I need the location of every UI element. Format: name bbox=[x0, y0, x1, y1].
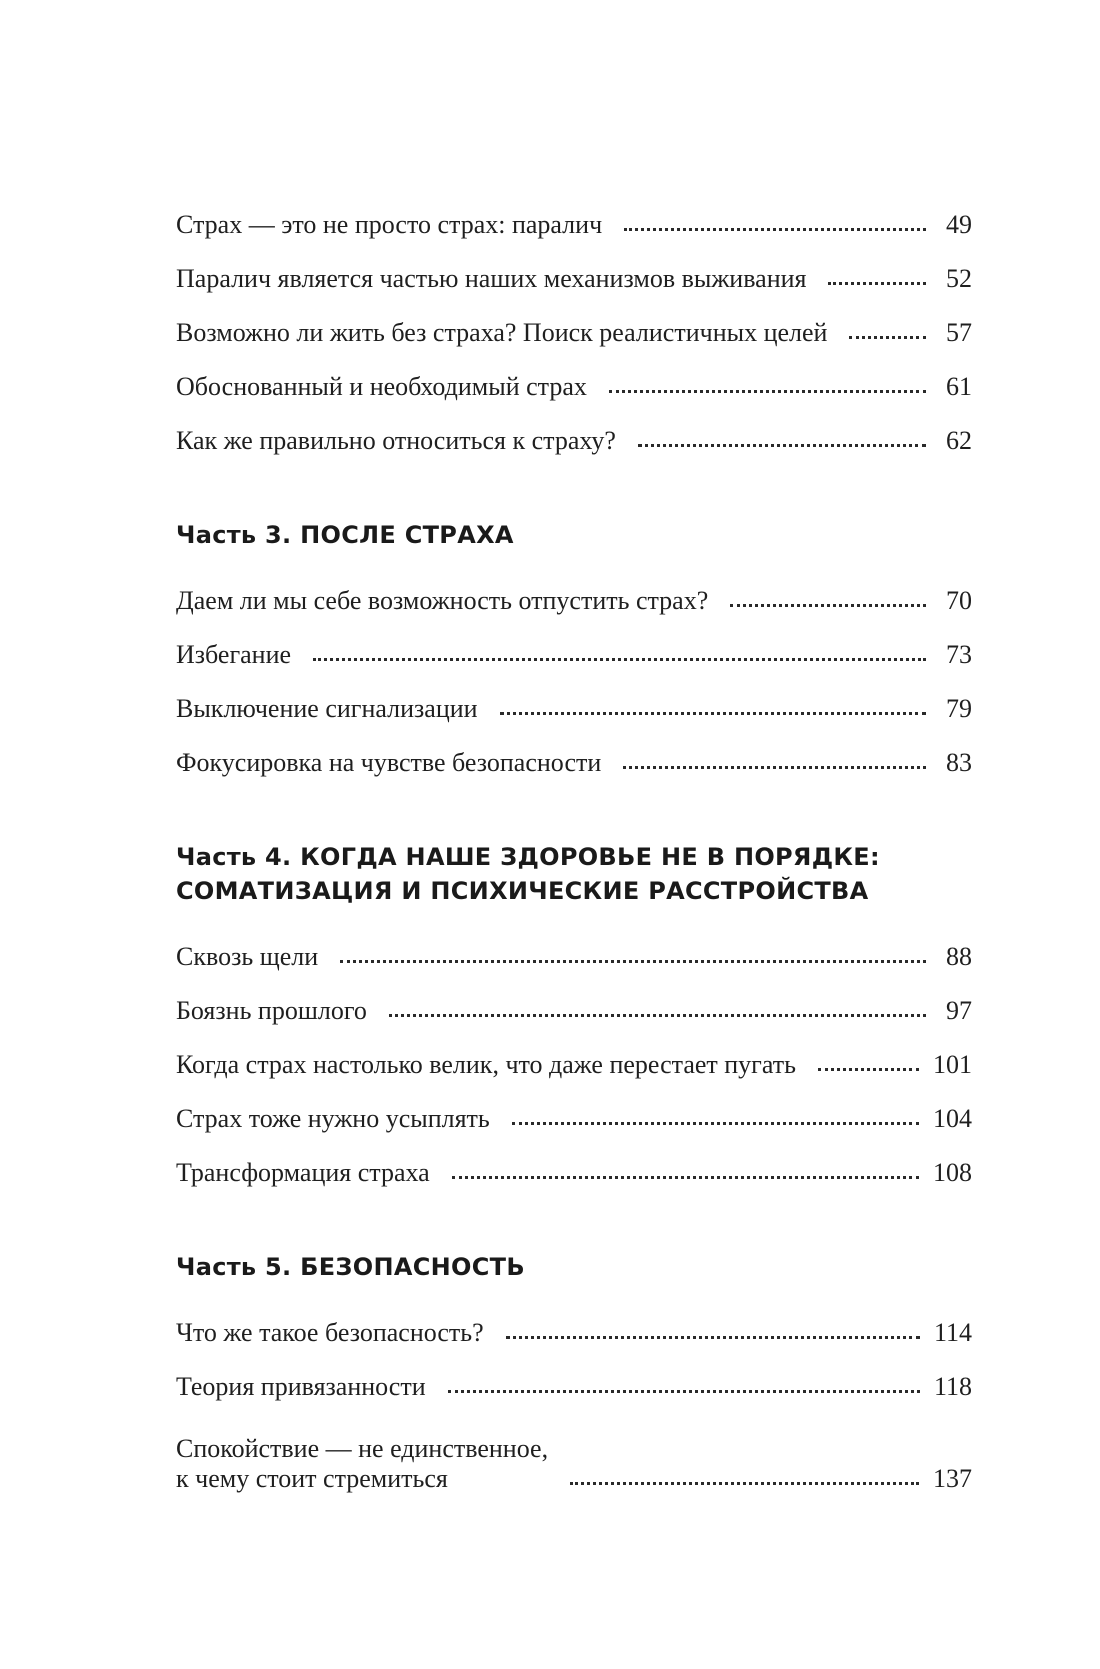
part-4-heading[interactable] bbox=[176, 840, 972, 908]
toc-entry-page: 61 bbox=[946, 372, 972, 401]
section-gap bbox=[176, 456, 972, 518]
toc-entry-title-line-1: Спокойствие — не единственное, bbox=[176, 1434, 549, 1463]
toc-entry[interactable] bbox=[176, 1026, 972, 1080]
toc-entry[interactable] bbox=[176, 972, 972, 1026]
part-5-heading[interactable] bbox=[176, 1250, 972, 1284]
leader-dots bbox=[570, 1482, 919, 1485]
toc-entry-page: 137 bbox=[933, 1464, 972, 1493]
table-of-contents bbox=[176, 186, 972, 1494]
leader-dots bbox=[828, 282, 926, 285]
toc-entry-page: 49 bbox=[946, 210, 972, 239]
section-gap bbox=[176, 1188, 972, 1250]
toc-entry-page: 79 bbox=[946, 694, 972, 723]
toc-entry-page: 118 bbox=[933, 1372, 972, 1401]
toc-entry[interactable] bbox=[176, 402, 972, 456]
leader-dots bbox=[730, 604, 926, 607]
toc-entry[interactable] bbox=[176, 1294, 972, 1348]
toc-entry-title: Сквозь щели bbox=[176, 942, 319, 971]
toc-entry-page: 101 bbox=[933, 1050, 972, 1079]
section-gap bbox=[176, 778, 972, 840]
toc-entry[interactable] bbox=[176, 186, 972, 240]
part-label: Часть 5. bbox=[176, 1253, 292, 1281]
leader-dots bbox=[389, 1014, 926, 1017]
toc-entry[interactable] bbox=[176, 1080, 972, 1134]
toc-entry-page: 73 bbox=[946, 640, 972, 669]
toc-entry[interactable] bbox=[176, 670, 972, 724]
toc-entry-title: Возможно ли жить без страха? Поиск реалистичных целей bbox=[176, 318, 828, 347]
toc-entry-title: Страх — это не просто страх: паралич bbox=[176, 210, 603, 239]
toc-entry-title: Паралич является частью наших механизмов выживания bbox=[176, 264, 807, 293]
leader-dots bbox=[313, 658, 926, 661]
toc-entry-title: Обоснованный и необходимый страх bbox=[176, 372, 587, 401]
toc-entry[interactable] bbox=[176, 294, 972, 348]
leader-dots bbox=[624, 228, 926, 231]
leader-dots bbox=[609, 390, 926, 393]
leader-dots bbox=[506, 1336, 920, 1339]
toc-entry-page: 104 bbox=[933, 1104, 972, 1133]
toc-entry-title: Боязнь прошлого bbox=[176, 996, 367, 1025]
toc-entry-page: 97 bbox=[946, 996, 972, 1025]
toc-entry[interactable] bbox=[176, 348, 972, 402]
toc-entry-title: Фокусировка на чувстве безопасности bbox=[176, 748, 602, 777]
toc-entry-page: 57 bbox=[946, 318, 972, 347]
toc-entry-title: Что же такое безопасность? bbox=[176, 1318, 484, 1347]
toc-entry[interactable] bbox=[176, 724, 972, 778]
part-title-line-1: КОГДА НАШЕ ЗДОРОВЬЕ НЕ В ПОРЯДКЕ: bbox=[300, 843, 880, 871]
toc-entry[interactable] bbox=[176, 616, 972, 670]
leader-dots bbox=[448, 1390, 920, 1393]
part-title: БЕЗОПАСНОСТЬ bbox=[300, 1253, 525, 1281]
toc-entry-page: 88 bbox=[946, 942, 972, 971]
leader-dots bbox=[452, 1176, 919, 1179]
leader-dots bbox=[512, 1122, 919, 1125]
part-title-line-2: СОМАТИЗАЦИЯ И ПСИХИЧЕСКИЕ РАССТРОЙСТВА bbox=[176, 877, 869, 905]
toc-entry[interactable] bbox=[176, 562, 972, 616]
leader-dots bbox=[340, 960, 926, 963]
toc-entry-title-line-2: к чему стоит стремиться bbox=[176, 1464, 448, 1493]
toc-entry-title: Когда страх настолько велик, что даже перестает пугать bbox=[176, 1050, 796, 1079]
toc-entry[interactable] bbox=[176, 918, 972, 972]
toc-entry-title: Даем ли мы себе возможность отпустить страх? bbox=[176, 586, 709, 615]
part-label: Часть 3. bbox=[176, 521, 292, 549]
part-label: Часть 4. bbox=[176, 843, 292, 871]
toc-entry[interactable] bbox=[176, 1402, 972, 1494]
toc-entry-page: 108 bbox=[933, 1158, 972, 1187]
toc-entry[interactable] bbox=[176, 240, 972, 294]
toc-entry[interactable] bbox=[176, 1134, 972, 1188]
toc-entry-page: 52 bbox=[946, 264, 972, 293]
toc-entry[interactable] bbox=[176, 1348, 972, 1402]
toc-entry-page: 83 bbox=[946, 748, 972, 777]
toc-entry-title: Страх тоже нужно усыплять bbox=[176, 1104, 490, 1133]
toc-entry-page: 70 bbox=[946, 586, 972, 615]
toc-entry-title: Теория привязанности bbox=[176, 1372, 426, 1401]
toc-entry-title: Трансформация страха bbox=[176, 1158, 430, 1187]
part-3-heading[interactable] bbox=[176, 518, 972, 552]
leader-dots bbox=[638, 444, 926, 447]
part-title: ПОСЛЕ СТРАХА bbox=[300, 521, 514, 549]
toc-entry-page: 62 bbox=[946, 426, 972, 455]
toc-entry-title: Как же правильно относиться к страху? bbox=[176, 426, 616, 455]
leader-dots bbox=[500, 712, 926, 715]
toc-entry-page: 114 bbox=[933, 1318, 972, 1347]
toc-entry-title: Избегание bbox=[176, 640, 292, 669]
leader-dots bbox=[849, 336, 926, 339]
leader-dots bbox=[818, 1068, 919, 1071]
toc-entry-title bbox=[176, 1434, 570, 1494]
toc-entry-title: Выключение сигнализации bbox=[176, 694, 478, 723]
leader-dots bbox=[623, 766, 926, 769]
